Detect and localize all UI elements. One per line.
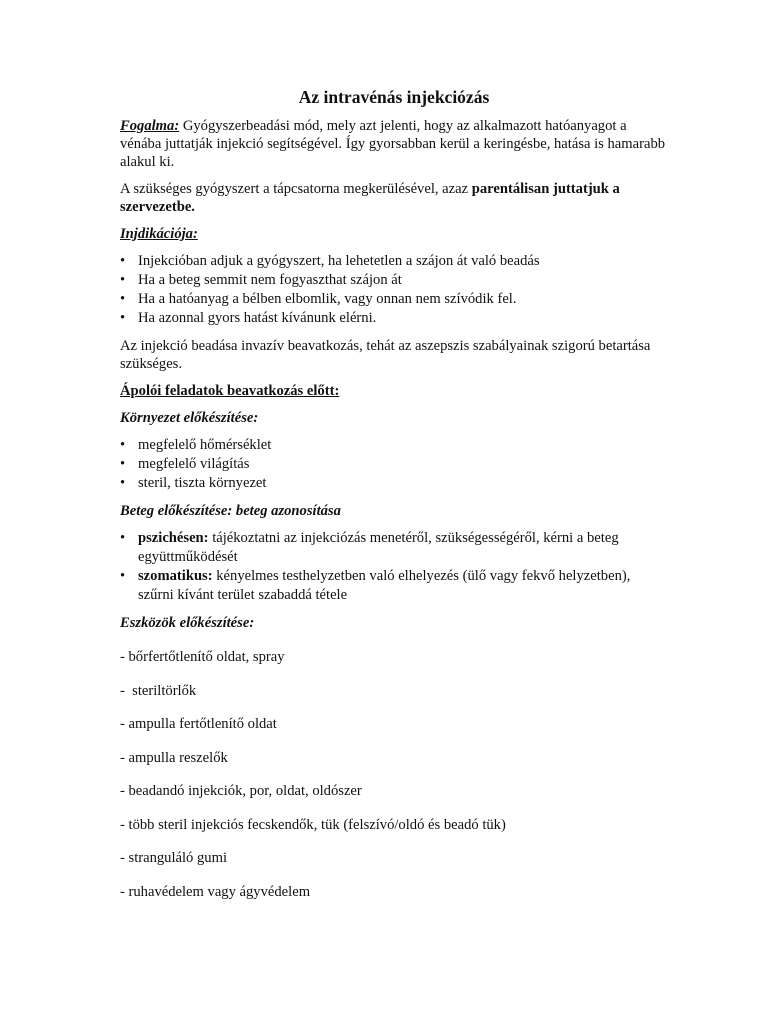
bullet-icon: •: [120, 291, 126, 307]
parenteral-paragraph: [120, 180, 668, 216]
definition-label: Fogalma:: [120, 118, 180, 134]
list-item: - steriltörlők: [120, 682, 197, 699]
list-item: - ruhavédelem vagy ágyvédelem: [120, 883, 311, 900]
patient-heading: [120, 502, 668, 520]
list-item: [120, 436, 668, 455]
indication-list: [120, 252, 668, 328]
list-item-text: megfelelő világítás: [138, 456, 250, 472]
list-item-text: Ha a hatóanyag a bélben elbomlik, vagy onnan nem szívódik fel.: [138, 291, 517, 307]
bullet-icon: •: [120, 437, 126, 453]
parenteral-bold: parentálisan juttatjuk a szervezetbe.: [120, 181, 620, 215]
list-item: - beadandó injekciók, por, oldat, oldószer: [120, 783, 362, 799]
bullet-icon: •: [120, 568, 126, 584]
list-item-text: steril, tiszta környezet: [138, 475, 267, 491]
bullet-icon: •: [120, 475, 126, 491]
list-item: [120, 567, 668, 605]
nursing-tasks-label: Ápolói feladatok beavatkozás előtt:: [120, 383, 340, 399]
nursing-tasks-heading: [120, 382, 668, 400]
bullet-icon: •: [120, 456, 126, 472]
list-item: - több steril injekciós fecskendők, tük (felszívó/oldó és beadó tük): [120, 816, 506, 833]
patient-label: Beteg előkészítése: beteg azonosítása: [120, 503, 341, 519]
tools-list: [120, 648, 668, 901]
tools-heading: [120, 614, 668, 632]
environment-list: [120, 436, 668, 493]
list-item: [120, 455, 668, 474]
list-item: - bőrfertőtlenítő oldat, spray: [120, 649, 285, 665]
list-item: - ampulla reszelők: [120, 749, 228, 766]
list-item-text: megfelelő hőmérséklet: [138, 437, 272, 453]
list-item: [120, 252, 668, 271]
document-page: [120, 86, 668, 916]
list-item-text: Injekcióban adjuk a gyógyszert, ha lehetetlen a szájon át való beadás: [138, 253, 540, 269]
list-item-text: Ha a beteg semmit nem fogyaszthat szájon át: [138, 272, 402, 288]
environment-heading: [120, 409, 668, 427]
list-item-bold: szomatikus:: [138, 568, 213, 584]
definition-text: Gyógyszerbeadási mód, mely azt jelenti, hogy az alkalmazott hatóanyagot a vénába juttatják injekció segítségével. Így gyorsabban kerül a keringésbe, hatása is hamarabb alakul ki.: [120, 118, 666, 170]
list-item-text: Ha azonnal gyors hatást kívánunk elérni.: [138, 310, 377, 326]
list-item-text: kényelmes testhelyzetben való elhelyezés (ülő vagy fekvő helyzetben), szűrni kívánt terület szabaddá tétele: [138, 568, 631, 603]
list-item: - ampulla fertőtlenítő oldat: [120, 716, 277, 732]
bullet-icon: •: [120, 530, 126, 546]
list-item: - stranguláló gumi: [120, 850, 228, 866]
bullet-icon: •: [120, 272, 126, 288]
bullet-icon: •: [120, 253, 126, 269]
indication-label: Injdikációja:: [120, 226, 198, 242]
list-item: [120, 474, 668, 493]
definition-paragraph: [120, 117, 668, 171]
parenteral-text: A szükséges gyógyszert a tápcsatorna megkerülésével, azaz: [120, 181, 472, 197]
list-item: [120, 290, 668, 309]
bullet-icon: •: [120, 310, 126, 326]
page-title: Az intravénás injekciózás: [298, 87, 490, 107]
list-item: [120, 271, 668, 290]
list-item: [120, 529, 668, 567]
tools-label: Eszközök előkészítése:: [120, 615, 255, 631]
invasive-paragraph: Az injekció beadása invazív beavatkozás, tehát az aszepszis szabályainak szigorú betartása szükséges.: [120, 338, 651, 372]
list-item-bold: pszichésen:: [138, 530, 209, 546]
patient-list: [120, 529, 668, 605]
list-item: [120, 309, 668, 328]
list-item-text: tájékoztatni az injekciózás menetéről, szükségességéről, kérni a beteg együttműködését: [138, 530, 619, 565]
environment-label: Környezet előkészítése:: [120, 410, 259, 426]
indication-heading: [120, 225, 668, 243]
